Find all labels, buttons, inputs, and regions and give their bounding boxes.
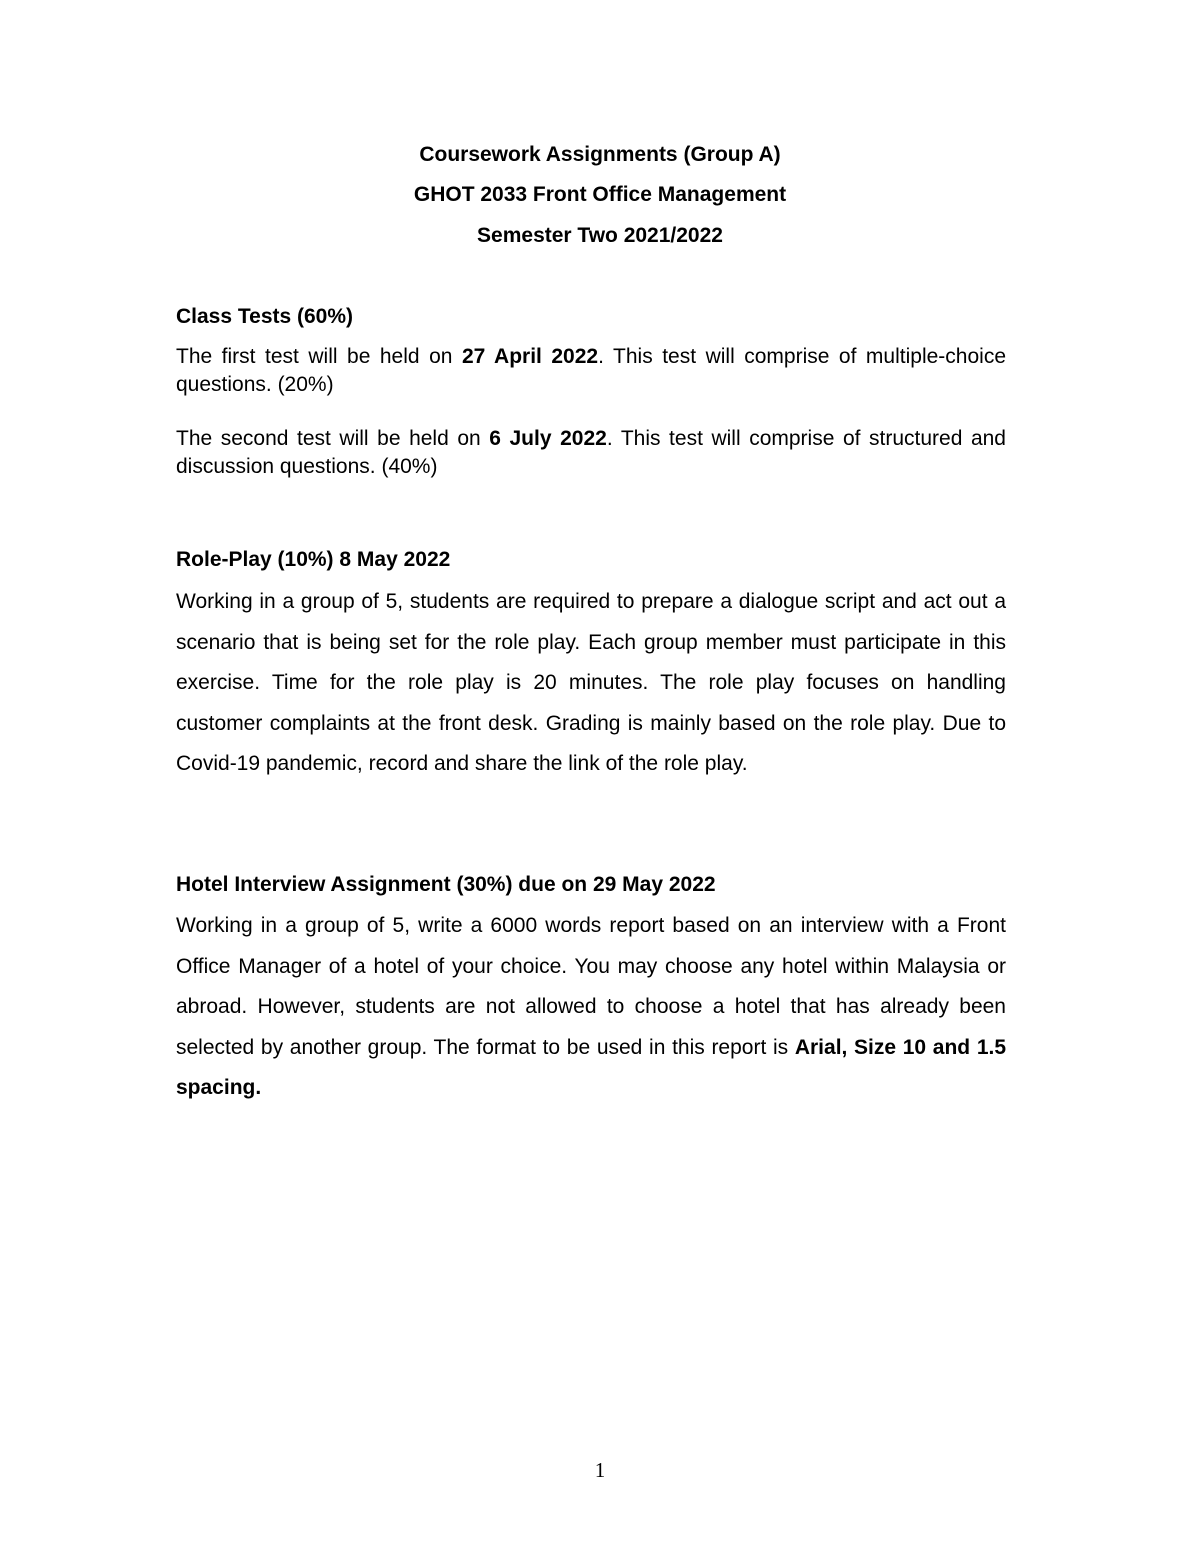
text-run: . This test will comprise of structured and discussion questions. (40%) [176,427,1006,478]
text-run: The second test will be held on [176,427,490,450]
hotel-interview-heading: Hotel Interview Assignment (30%) due on 29 May 2022 [176,873,716,896]
hotel-interview-paragraph [176,906,1006,1109]
class-tests-heading: Class Tests (60%) [176,305,354,328]
class-tests-paragraph-1 [176,343,1006,399]
document-title: Coursework Assignments (Group A) [419,143,781,166]
text-run: The first test will be held on [176,345,462,368]
class-tests-paragraph-2 [176,425,1006,481]
first-test-date: 27 April 2022 [461,345,599,368]
page-number: 1 [594,1458,606,1482]
course-title: GHOT 2033 Front Office Management [413,183,787,206]
role-play-paragraph: Working in a group of 5, students are required to prepare a dialogue script and act out a scenario that is being set for the role play. Each group member must participate in this exercise. Time for the role play is 20 minutes. The role play focuses on handling customer complaints at the front desk. Grading is mainly based on the role play. Due to Covid-19 pandemic, record and share the link of the role play. [176,590,1006,775]
format-requirement: Arial, Size 10 and 1.5 spacing. [176,1035,1007,1099]
semester-title: Semester Two 2021/2022 [477,224,723,247]
role-play-heading: Role-Play (10%) 8 May 2022 [176,548,451,571]
second-test-date: 6 July 2022 [489,427,607,450]
text-run: . This test will comprise of multiple-choice questions. (20%) [176,345,1006,396]
text-run: Working in a group of 5, write a 6000 words report based on an interview with a Front Office Manager of a hotel of your choice. You may choose any hotel within Malaysia or abroad. However, students are not allowed to choose a hotel that has already been selected by another group. The format to be used in this report is [176,914,1006,1059]
